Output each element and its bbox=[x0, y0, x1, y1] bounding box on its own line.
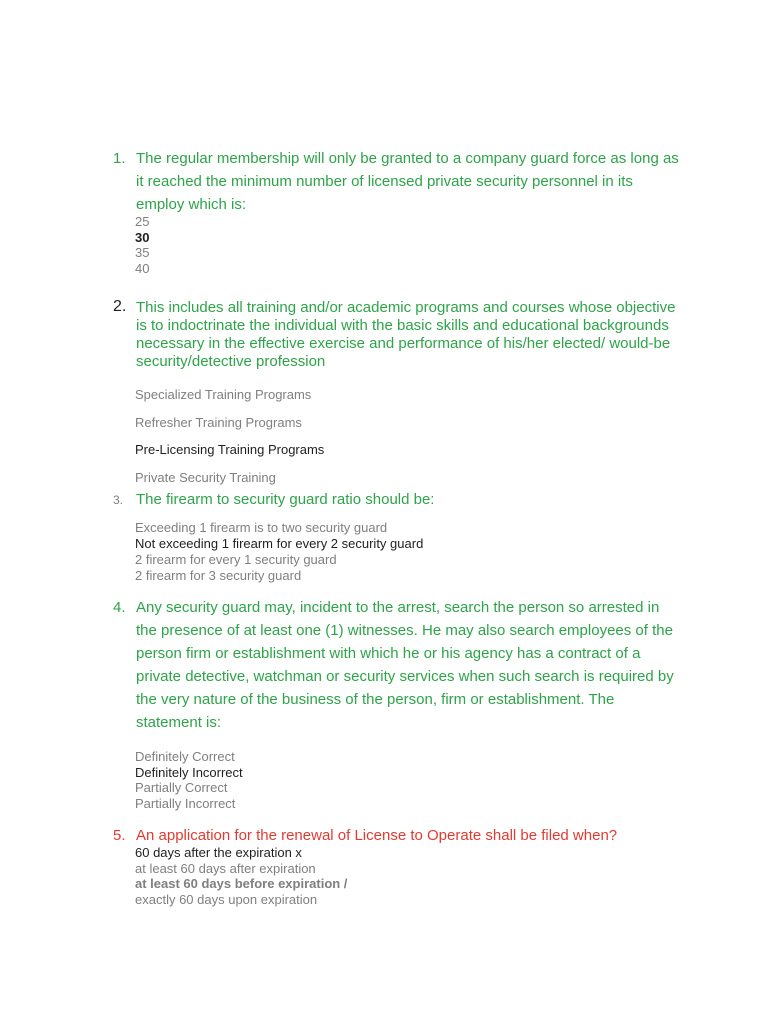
option-item: at least 60 days after expiration bbox=[135, 860, 316, 876]
option-item: Partially Correct bbox=[135, 780, 228, 795]
question-text: The firearm to security guard ratio should be: bbox=[136, 491, 435, 508]
option-item-marked-correct: at least 60 days before expiration / bbox=[135, 876, 348, 891]
option-item: 35 bbox=[135, 245, 150, 260]
option-item: 25 bbox=[135, 214, 150, 229]
option-item-selected: Definitely Incorrect bbox=[135, 764, 243, 780]
question-text: This includes all training and/or academic programs and courses whose objective is to indoctrinate the individual with the basic skills and educational backgrounds necessary in the effective exercise and performance of his/her elected/ would-be security/detective profession bbox=[136, 299, 676, 370]
option-item: exactly 60 days upon expiration bbox=[135, 891, 318, 907]
option-item-selected: Pre-Licensing Training Programs bbox=[135, 442, 325, 457]
option-item: Private Security Training bbox=[135, 469, 276, 485]
option-item: Partially Incorrect bbox=[135, 795, 236, 811]
options-list bbox=[135, 749, 695, 811]
options-list bbox=[135, 845, 695, 907]
option-item-selected: Not exceeding 1 firearm for every 2 security guard bbox=[135, 536, 424, 551]
option-item-marked-wrong: 60 days after the expiration x bbox=[135, 845, 302, 860]
options-list bbox=[135, 381, 695, 491]
option-item: Definitely Correct bbox=[135, 749, 235, 764]
option-item: Refresher Training Programs bbox=[135, 414, 302, 430]
options-list bbox=[135, 214, 695, 276]
options-list bbox=[135, 520, 695, 584]
option-item: Specialized Training Programs bbox=[135, 387, 312, 402]
option-item: 40 bbox=[135, 260, 150, 276]
option-item-selected: 30 bbox=[135, 229, 150, 245]
question-text: Any security guard may, incident to the arrest, search the person so arrested in the presence of at least one (1) witnesses. He may also search employees of the person firm or establishment with which he or his agency has a contract of a private detective, watchman or security services when such search is required by the very nature of the business of the person, firm or establishment. The statement is: bbox=[136, 599, 674, 731]
question-number: 1. bbox=[113, 150, 126, 167]
question-number: 2. bbox=[113, 298, 127, 315]
question-text: An application for the renewal of License to Operate shall be filed when? bbox=[136, 827, 618, 844]
option-item: 2 firearm for every 1 security guard bbox=[135, 552, 337, 567]
option-item: 2 firearm for 3 security guard bbox=[135, 568, 302, 583]
question-number: 4. bbox=[113, 599, 126, 616]
option-item: Exceeding 1 firearm is to two security guard bbox=[135, 520, 388, 535]
question-text: The regular membership will only be granted to a company guard force as long as it reached the minimum number of licensed private security personnel in its employ which is: bbox=[136, 150, 679, 213]
question-number: 3. bbox=[113, 493, 124, 507]
question-number: 5. bbox=[113, 827, 126, 844]
